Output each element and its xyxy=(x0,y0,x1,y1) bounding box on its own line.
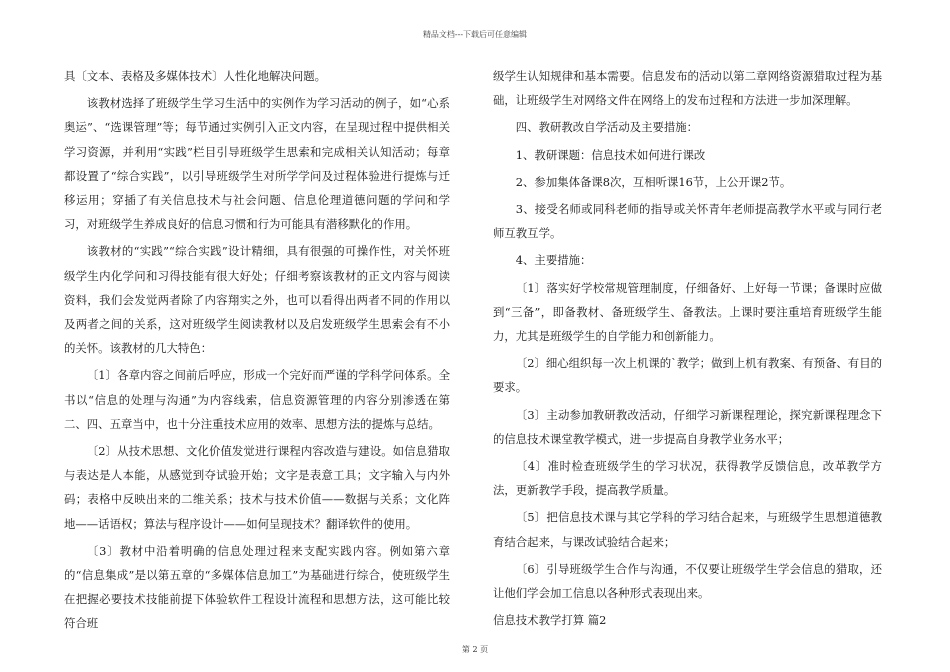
left-column xyxy=(64,64,450,639)
paragraph: 〔2〕细心组织每一次上机课的`教学；做到上机有教案、有预备、有目的要求。 xyxy=(493,356,882,395)
paragraph: 〔1〕落实好学校常规管理制度，仔细备好、上好每一节课；备课时应做到“三备”，即备教材、备班级学生、备教法。上课时要注重培育班级学生能力，尤其是班级学生的自学能力和创新能力。 xyxy=(493,280,882,344)
paragraph: 〔1〕各章内容之间前后呼应，形成一个完好而严谨的学科学问体系。全书以“信息的处理与沟通”为内容线索，信息资源管理的内容分别渗透在第二、四、五章当中，也十分注重技术应用的效率、思想方法的提炼与总结。 xyxy=(64,368,450,431)
paragraph: 3、接受名师或同科老师的指导或关怀青年老师提高教学水平或与同行老师互教互学。 xyxy=(493,202,882,241)
page-header: 精品文档---下载后可任意编辑 xyxy=(422,30,528,39)
paragraph: 该教材的“实践”“综合实践”设计精细，具有很强的可操作性，对关怀班级学生内化学问和习得技能有很大好处；仔细考察该教材的正文内容与阅读资料，我们会发觉两者除了内容翔实之外，也可以看得出两者不同的作用以及两者之间的关系，这对班级学生阅读教材以及启发班级学生思索会有不小的关怀。该教材的几大特色： xyxy=(64,244,450,356)
paragraph: 4、主要措施： xyxy=(515,253,592,268)
paragraph: 具〔文本、表格及多媒体技术〕人性化地解决问题。 xyxy=(64,69,326,83)
paragraph: 〔6〕引导班级学生合作与沟通，不仅要让班级学生学会信息的猎取，还让他们学会加工信息以各种形式表现出来。 xyxy=(493,561,882,601)
paragraph: 1、教研课题：信息技术如何进行课改 xyxy=(515,147,706,162)
paragraph: 〔2〕从技术思想、文化价值发觉进行课程内容改造与建设。如信息猎取与表达是人本能，从感觉到夺试验开始；文字是表意工具；文字输入与内外码；表格中反映出来的二维关系；技术与技术价值——数据与关系；文化阵地——话语权；算法与程序设计——如何呈现技术？翻译软件的使用。 xyxy=(64,444,450,531)
article-title: 信息技术教学打算 篇2 xyxy=(493,613,607,628)
paragraph: 该教材选择了班级学生学习生活中的实例作为学习活动的例子，如“心系奥运”、“选课管理”等；每节通过实例引入正文内容，在呈现过程中提供相关学习资源，并利用“实践”栏目引导班级学生思索和完成相关认知活动；每章都设置了“综合实践”，以引导班级学生对所学学问及过程体验进行提炼与迁移运用；穿插了有关信息技术与社会问题、信息伦理道德问题的学问和学习，对班级学生养成良好的信息习惯和行为可能具有潜移默化的作用。 xyxy=(64,96,450,232)
right-column xyxy=(493,64,882,635)
paragraph: 2、参加集体备课8次，互相听课16节，上公开课2节。 xyxy=(515,174,792,189)
section-heading: 四、教研教改自学活动及主要措施： xyxy=(515,120,699,135)
paragraph: 级学生认知规律和基本需要。信息发布的活动以第二章网络资源猎取过程为基础，让班级学生对网络文件在网络上的发布过程和方法进一步加深理解。 xyxy=(493,69,882,108)
page-number: 第 2 页 xyxy=(461,645,489,654)
paragraph: 〔3〕教材中沿着明确的信息处理过程来支配实践内容。例如第六章的“信息集成”是以第五章的“多媒体信息加工”为基础进行综合，使班级学生在把握必要技术技能前提下体验软件工程设计流程和思想方法，这可能比较符合班 xyxy=(64,543,450,631)
paragraph: 〔5〕把信息技术课与其它学科的学习结合起来，与班级学生思想道德教育结合起来，与课改试验结合起来； xyxy=(493,510,882,549)
paragraph: 〔3〕主动参加教研教改活动，仔细学习新课程理论，探究新课程理念下的信息技术课堂教学模式，进一步提高自身教学业务水平； xyxy=(493,407,882,446)
paragraph: 〔4〕准时检查班级学生的学习状况，获得教学反馈信息，改革教学方法，更新教学手段，提高教学质量。 xyxy=(493,459,882,498)
